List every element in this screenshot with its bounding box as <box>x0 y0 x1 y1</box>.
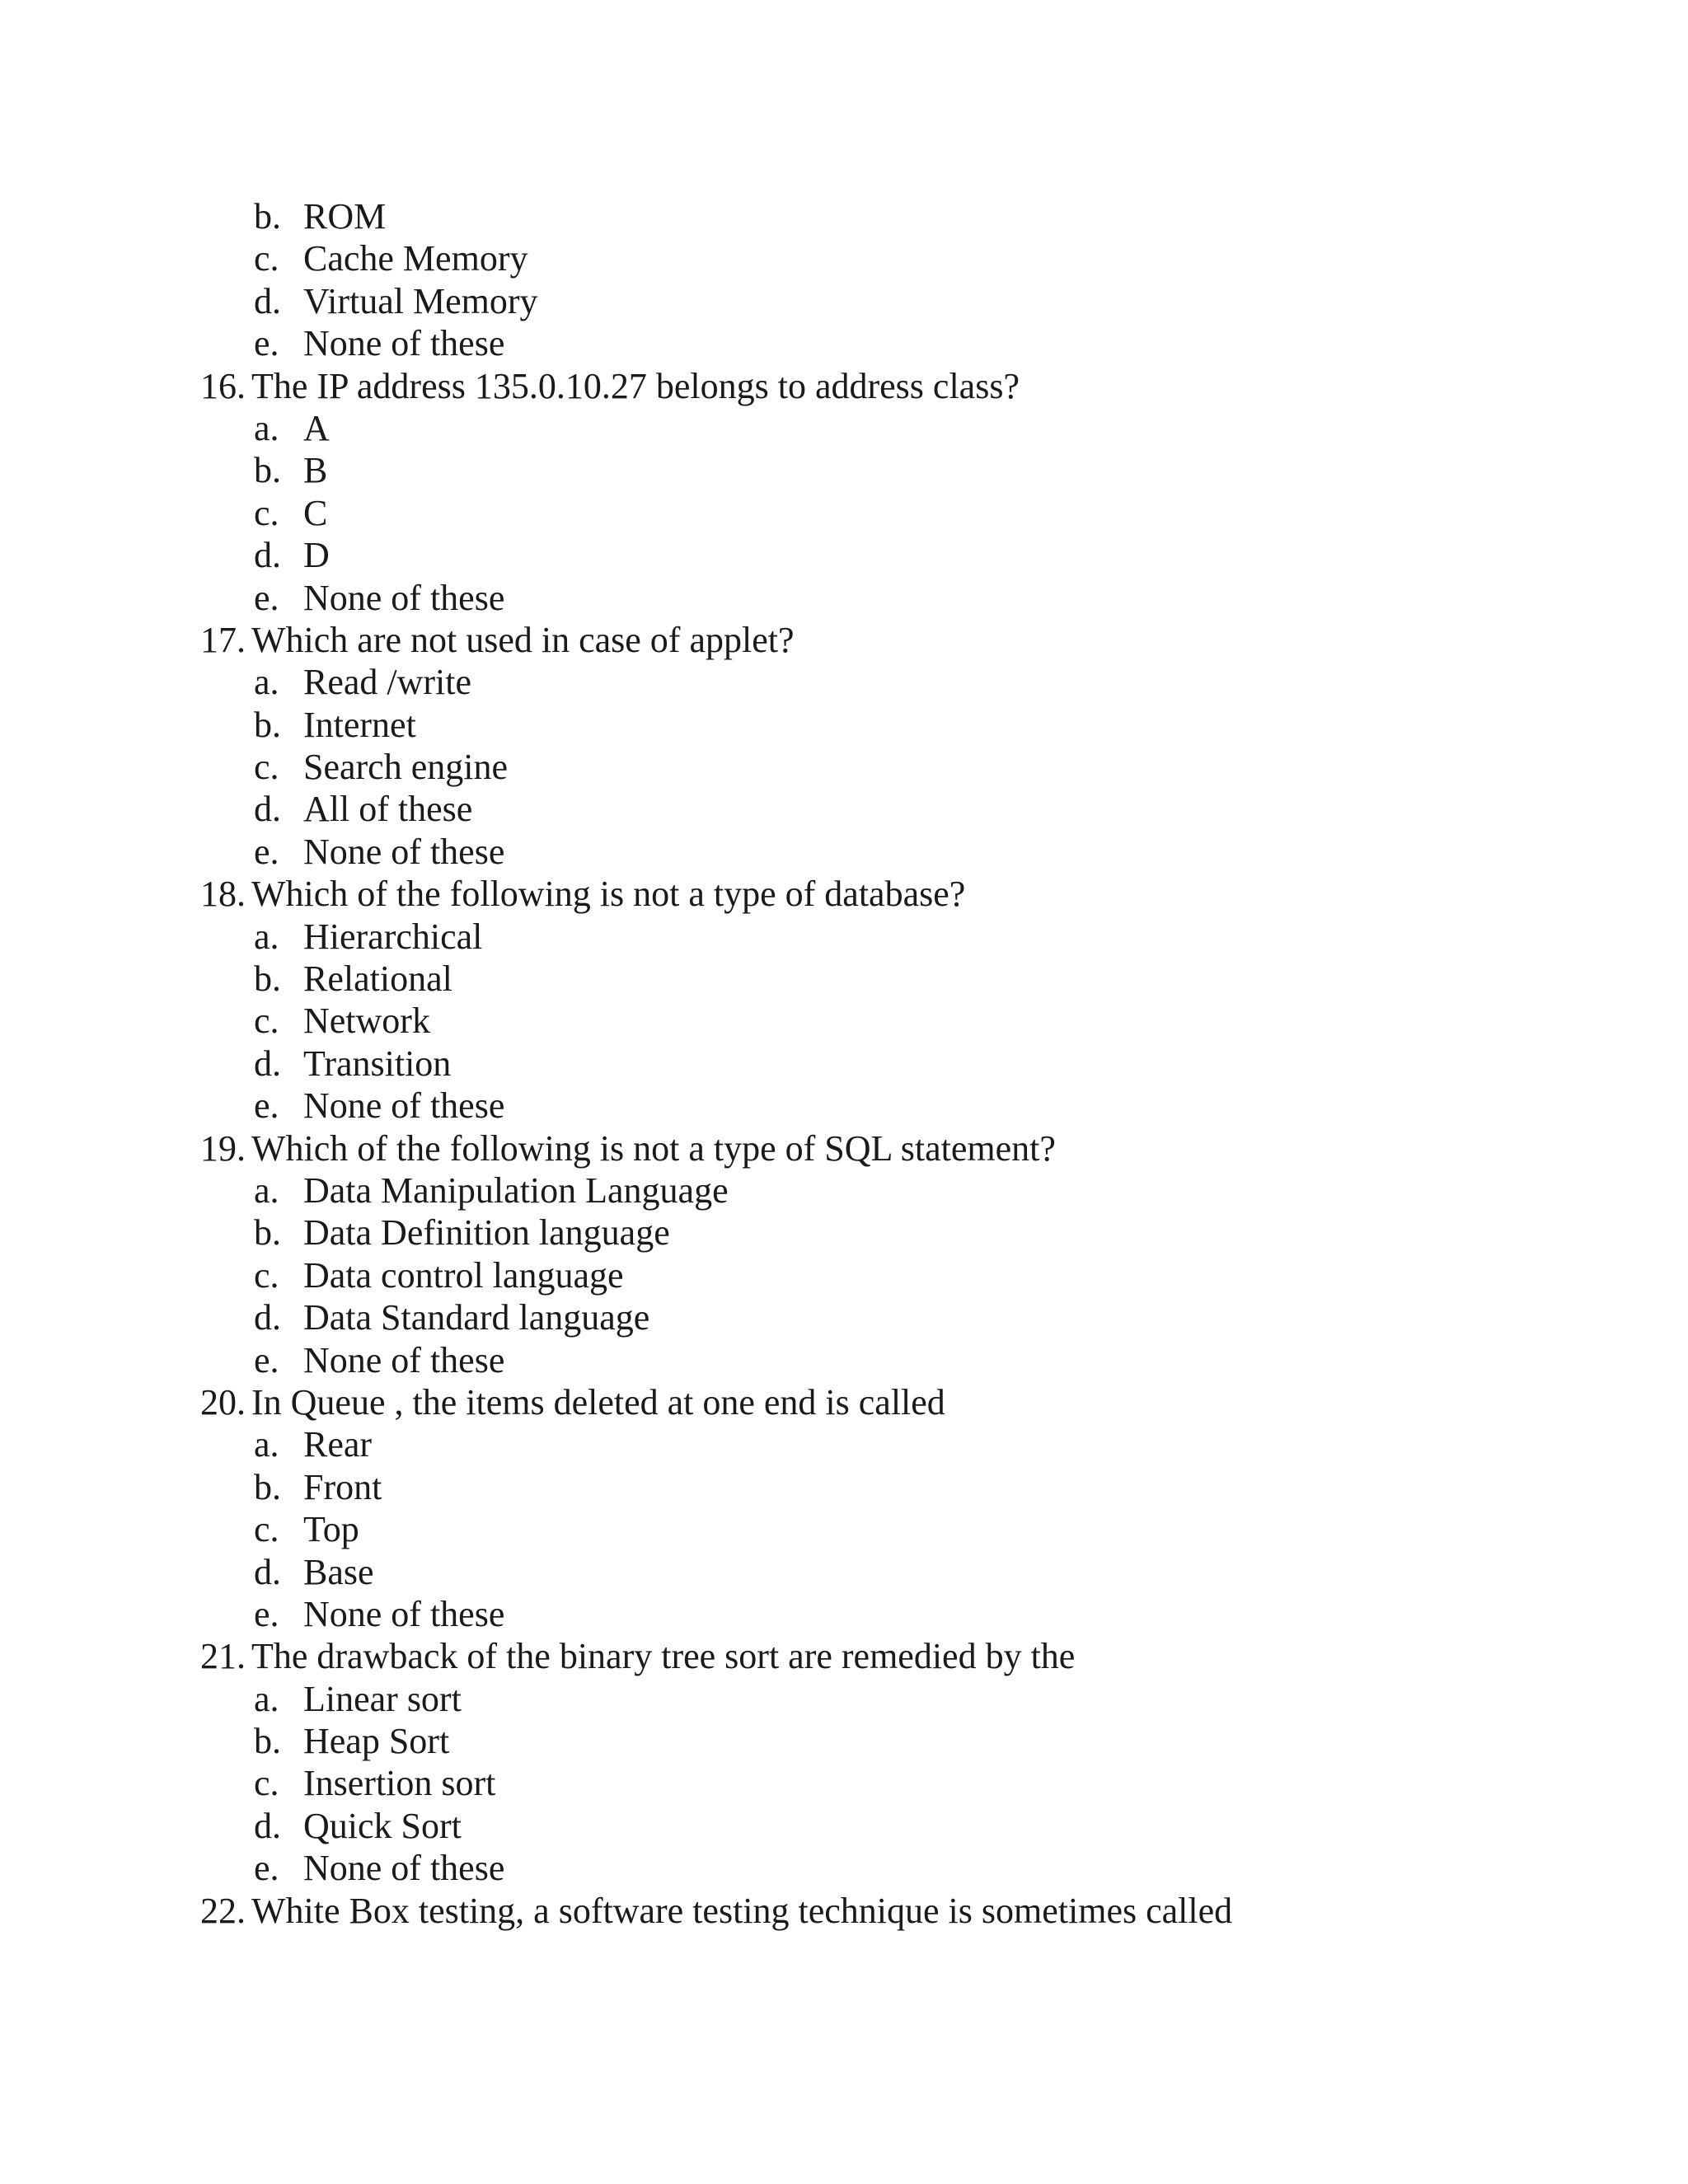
option-text: Top <box>303 1509 359 1550</box>
option-letter: b. <box>254 196 281 237</box>
option-text: None of these <box>303 831 505 872</box>
option-text: D <box>303 535 330 576</box>
question-17 <box>0 619 1688 661</box>
answer-option <box>0 1847 1688 1889</box>
answer-option <box>0 1254 1688 1296</box>
option-letter: b. <box>254 1721 281 1762</box>
answer-option <box>0 322 1688 364</box>
option-letter: a. <box>254 1169 279 1211</box>
option-text: Internet <box>303 704 416 745</box>
answer-option <box>0 237 1688 279</box>
option-text: Base <box>303 1551 374 1592</box>
answer-option <box>0 746 1688 788</box>
question-18 <box>0 873 1688 915</box>
option-letter: e. <box>254 1339 279 1380</box>
answer-option <box>0 1339 1688 1381</box>
question-21 <box>0 1635 1688 1677</box>
answer-option <box>0 1296 1688 1338</box>
option-text: Cache Memory <box>303 238 528 279</box>
option-text: Quick Sort <box>303 1805 462 1846</box>
answer-option <box>0 916 1688 958</box>
question-number: 20. <box>200 1381 246 1422</box>
question-number: 18. <box>200 874 246 915</box>
answer-option <box>0 831 1688 873</box>
answer-option <box>0 661 1688 703</box>
option-letter: e. <box>254 323 279 364</box>
option-text: Data Manipulation Language <box>303 1169 729 1211</box>
option-text: None of these <box>303 1848 505 1889</box>
option-text: None of these <box>303 323 505 364</box>
option-letter: c. <box>254 1509 279 1550</box>
option-letter: c. <box>254 492 279 533</box>
option-letter: e. <box>254 1085 279 1127</box>
answer-option <box>0 280 1688 322</box>
question-text: White Box testing, a software testing technique is sometimes called <box>251 1890 1233 1931</box>
option-letter: b. <box>254 704 281 745</box>
question-number: 16. <box>200 365 246 406</box>
option-letter: b. <box>254 450 281 491</box>
option-letter: a. <box>254 1424 279 1465</box>
answer-option <box>0 1805 1688 1847</box>
option-letter: d. <box>254 1297 281 1338</box>
option-text: All of these <box>303 789 473 830</box>
answer-option <box>0 1720 1688 1762</box>
question-16 <box>0 365 1688 407</box>
option-text: None of these <box>303 1085 505 1127</box>
answer-option <box>0 577 1688 619</box>
answer-option <box>0 534 1688 576</box>
option-text: Insertion sort <box>303 1763 496 1804</box>
option-text: None of these <box>303 1339 505 1380</box>
option-text: ROM <box>303 196 387 237</box>
answer-option <box>0 1678 1688 1720</box>
option-letter: c. <box>254 1763 279 1804</box>
option-letter: c. <box>254 747 279 788</box>
answer-option <box>0 704 1688 746</box>
option-letter: a. <box>254 662 279 703</box>
option-letter: b. <box>254 958 281 1000</box>
answer-option <box>0 449 1688 491</box>
option-letter: a. <box>254 1678 279 1719</box>
option-letter: e. <box>254 831 279 872</box>
option-letter: d. <box>254 280 281 321</box>
option-text: Transition <box>303 1043 452 1084</box>
option-text: Data control language <box>303 1254 624 1296</box>
option-text: Data Standard language <box>303 1297 650 1338</box>
answer-option <box>0 1762 1688 1804</box>
option-text: B <box>303 450 328 491</box>
answer-option <box>0 788 1688 830</box>
option-letter: b. <box>254 1212 281 1254</box>
option-letter: e. <box>254 1593 279 1634</box>
answer-option <box>0 1085 1688 1127</box>
answer-option <box>0 492 1688 534</box>
option-letter: d. <box>254 789 281 830</box>
option-letter: c. <box>254 1001 279 1042</box>
option-letter: e. <box>254 577 279 618</box>
answer-option <box>0 1466 1688 1508</box>
question-text: Which are not used in case of applet? <box>251 619 795 660</box>
option-letter: d. <box>254 1805 281 1846</box>
option-text: None of these <box>303 1593 505 1634</box>
option-text: Network <box>303 1001 430 1042</box>
question-number: 17. <box>200 619 246 660</box>
option-text: None of these <box>303 577 505 618</box>
option-text: Search engine <box>303 747 508 788</box>
answer-option <box>0 407 1688 449</box>
question-list <box>0 195 1688 1932</box>
option-letter: b. <box>254 1466 281 1507</box>
option-text: C <box>303 492 328 533</box>
question-19 <box>0 1127 1688 1169</box>
question-number: 21. <box>200 1636 246 1677</box>
option-letter: d. <box>254 535 281 576</box>
answer-option <box>0 1423 1688 1465</box>
question-22 <box>0 1890 1688 1932</box>
option-text: Data Definition language <box>303 1212 670 1254</box>
question-text: Which of the following is not a type of SQL statement? <box>251 1127 1056 1169</box>
option-letter: d. <box>254 1043 281 1084</box>
option-text: Relational <box>303 958 452 1000</box>
option-text: Heap Sort <box>303 1721 450 1762</box>
option-text: A <box>303 407 330 448</box>
option-text: Rear <box>303 1424 373 1465</box>
option-letter: e. <box>254 1848 279 1889</box>
option-text: Front <box>303 1466 382 1507</box>
option-letter: a. <box>254 916 279 957</box>
question-text: The drawback of the binary tree sort are remedied by the <box>251 1636 1076 1677</box>
answer-option <box>0 1043 1688 1085</box>
answer-option <box>0 1000 1688 1042</box>
option-letter: a. <box>254 407 279 448</box>
answer-option <box>0 1508 1688 1550</box>
question-text: Which of the following is not a type of database? <box>251 874 966 915</box>
question-number: 22. <box>200 1890 246 1931</box>
question-text: In Queue , the items deleted at one end is called <box>251 1381 945 1422</box>
option-letter: d. <box>254 1551 281 1592</box>
question-text: The IP address 135.0.10.27 belongs to address class? <box>251 365 1020 406</box>
question-number: 19. <box>200 1127 246 1169</box>
answer-option <box>0 1169 1688 1212</box>
answer-option <box>0 1212 1688 1254</box>
option-letter: c. <box>254 1254 279 1296</box>
question-20 <box>0 1381 1688 1423</box>
option-text: Hierarchical <box>303 916 483 957</box>
answer-option <box>0 1551 1688 1593</box>
answer-option <box>0 1593 1688 1635</box>
answer-option <box>0 195 1688 237</box>
option-letter: c. <box>254 238 279 279</box>
answer-option <box>0 958 1688 1000</box>
option-text: Linear sort <box>303 1678 462 1719</box>
option-text: Read /write <box>303 662 472 703</box>
option-text: Virtual Memory <box>303 280 538 321</box>
